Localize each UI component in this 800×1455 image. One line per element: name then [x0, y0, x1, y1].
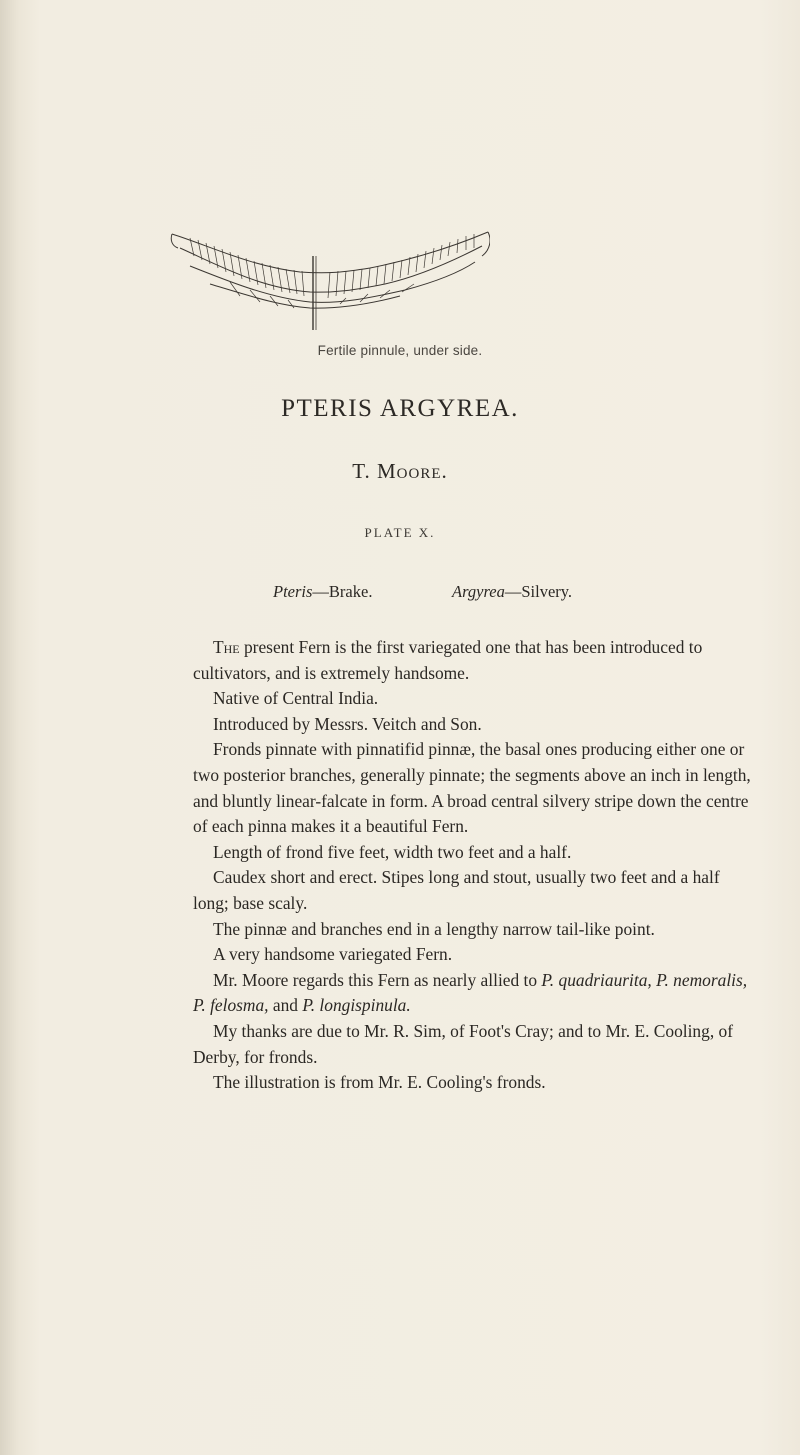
paragraph-handsome: A very handsome variegated Fern.	[213, 944, 453, 965]
plate-number: PLATE X.	[364, 525, 436, 540]
paragraph-introduced: Introduced by Messrs. Veitch and Son.	[213, 713, 482, 734]
species-etymology	[452, 582, 572, 602]
paragraph-fronds: Fronds pinnate with pinnatifid pinnæ, the basal ones producing either one or two posterior branches, generally pinnate; the segments above an inch in length, and bluntly linear-falcate in form. A broad central silvery stripe down the centre of each pinna makes it a beautiful Fern.	[193, 739, 751, 837]
paragraph-thanks: My thanks are due to Mr. R. Sim, of Foot's Cray; and to Mr. E. Cooling, of Derby, for fronds.	[193, 1020, 734, 1067]
paragraph-illustration: The illustration is from Mr. E. Cooling's fronds.	[213, 1072, 546, 1093]
genus-etymology	[273, 582, 372, 602]
author-line: T. Moore.	[352, 459, 448, 483]
allied-text: Mr. Moore regards this Fern as nearly allied to	[213, 969, 542, 990]
paragraph-caudex: Caudex short and erect. Stipes long and stout, usually two feet and a half long; base scaly.	[193, 867, 720, 913]
genus-term: Pteris	[273, 582, 313, 601]
paragraph-native: Native of Central India.	[213, 688, 379, 709]
paragraph-intro-text: present Fern is the first variegated one that has been introduced to cultivators, and is extremely handsome.	[193, 637, 703, 683]
allied-conjunction: and	[268, 995, 303, 1016]
genus-meaning: —Brake.	[312, 582, 373, 601]
species-longispinula: P. longispinula.	[302, 995, 411, 1016]
paragraph-length: Length of frond five feet, width two feet and a half.	[213, 841, 572, 862]
description-body	[193, 635, 753, 1096]
figure-caption: Fertile pinnule, under side.	[317, 343, 483, 358]
species-term: Argyrea	[452, 582, 505, 601]
paragraph-lead-word: The	[213, 637, 240, 657]
species-meaning: —Silvery.	[504, 582, 573, 601]
paragraph-allied	[193, 968, 753, 1019]
paragraph-pinnae: The pinnæ and branches end in a lengthy narrow tail-like point.	[213, 918, 655, 939]
species-nemoralis-felosma: P. nemoralis, P. felosma,	[193, 969, 748, 1016]
page-title: PTERIS ARGYREA.	[281, 395, 519, 422]
paragraph-intro	[193, 635, 753, 686]
fertile-pinnule-illustration	[170, 226, 490, 331]
species-quadriaurita: P. quadriaurita,	[541, 969, 652, 990]
